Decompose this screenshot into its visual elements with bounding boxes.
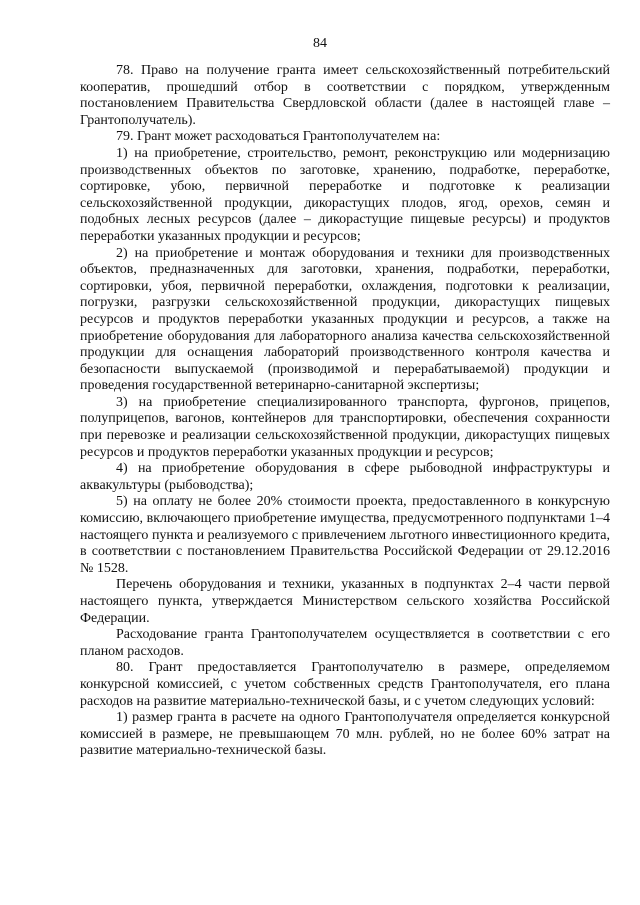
subpoint-79-1: 1) на приобретение, строительство, ремонт, реконструкцию или модернизацию производственных объектов по заготовке, хранению, подработке, переработке, сортировке, убою, первичной переработке и подготовке к реализации сельскохозяйственной продукции, дикорастущих плодов, ягод, орехов, семян и подобных лесных ресурсов (далее – дикорастущие пищевые ресурсы) и продуктов переработки указанных продукции и ресурсов; bbox=[80, 145, 610, 244]
document-body bbox=[80, 63, 610, 760]
paragraph-80: 80. Грант предоставляется Грантополучателю в размере, определяемом конкурсной комиссией, с учетом собственных средств Грантополучателя, его плана расходов на развитие материально-технической базы, и с учетом следующих условий: bbox=[80, 660, 610, 709]
subpoint-79-4: 4) на приобретение оборудования в сфере рыбоводной инфраструктуры и аквакультуры (рыбоводства); bbox=[80, 461, 610, 493]
equipment-list-paragraph: Перечень оборудования и техники, указанных в подпунктах 2–4 части первой настоящего пункта, утверждается Министерством сельского хозяйства Российской Федерации. bbox=[80, 577, 610, 626]
paragraph-79: 79. Грант может расходоваться Грантополучателем на: bbox=[116, 129, 441, 145]
subpoint-79-5: 5) на оплату не более 20% стоимости проекта, предоставленного в конкурсную комиссию, включающего приобретение имущества, предусмотренного подпунктами 1–4 настоящего пункта и реализуемого с привлечением льготного инвестиционного кредита, в соответствии с постановлением Правительства Российской Федерации от 29.12.2016 № 1528. bbox=[80, 494, 610, 576]
subpoint-80-1: 1) размер гранта в расчете на одного Грантополучателя определяется конкурсной комиссией в размере, не превышающем 70 млн. рублей, но не более 60% затрат на развитие материально-технической базы. bbox=[80, 710, 610, 759]
page-number: 84 bbox=[313, 36, 327, 51]
subpoint-79-3: 3) на приобретение специализированного транспорта, фургонов, прицепов, полуприцепов, вагонов, контейнеров для транспортировки, обеспечения сохранности при перевозке и реализации сельскохозяйственной продукции, дикорастущих пищевых ресурсов и продуктов переработки указанных продукции и ресурсов; bbox=[80, 394, 610, 460]
subpoint-79-2: 2) на приобретение и монтаж оборудования и техники для производственных объектов, предназначенных для заготовки, хранения, подработки, переработки, сортировки, убоя, первичной переработки, охлаждения, подготовки к реализации, погрузки, разгрузки сельскохозяйственной продукции, дикорастущих пищевых ресурсов и продуктов переработки указанных продукции и ресурсов, а также на приобретение оборудования для лабораторного анализа качества сельскохозяйственной продукции для оснащения лабораторий производственного контроля качества и безопасности выпускаемой (производимой и перерабатываемой) продукции и проведения государственной ветеринарно-санитарной экспертизы; bbox=[80, 245, 610, 394]
paragraph-78: 78. Право на получение гранта имеет сельскохозяйственный потребительский кооператив, прошедший отбор в соответствии с порядком, утвержденным постановлением Правительства Свердловской области (далее в настоящей главе – Грантополучатель). bbox=[80, 63, 610, 128]
spending-plan-paragraph: Расходование гранта Грантополучателем осуществляется в соответствии с его планом расходов. bbox=[80, 627, 610, 659]
